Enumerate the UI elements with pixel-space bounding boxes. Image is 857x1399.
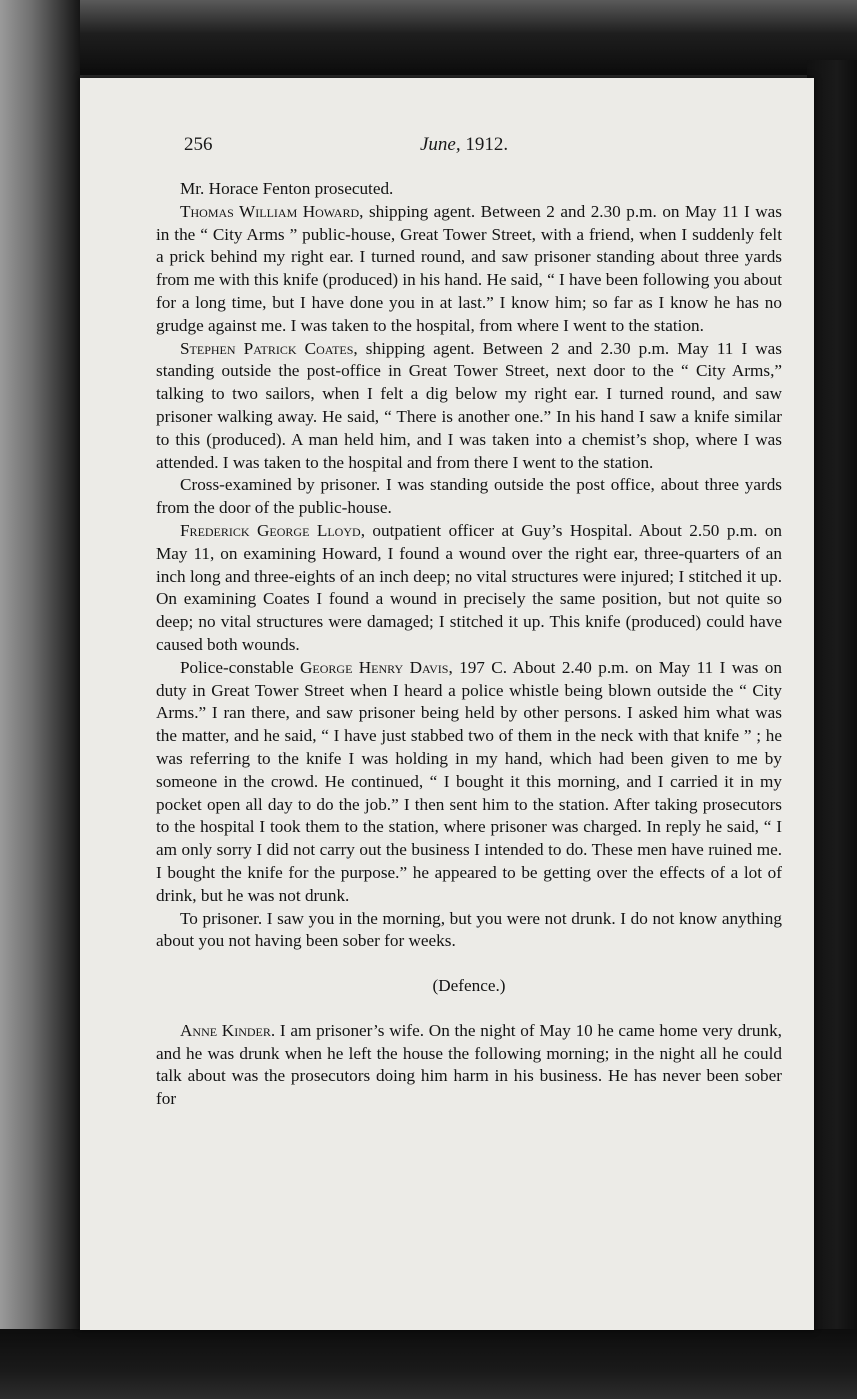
paragraph-lloyd: Frederick George Lloyd, outpatient officer at Guy’s Hospital. About 2.50 p.m. on May 11, on examining Howard, I found a wound over the right ear, three-quarters of an inch long and three-eights of an inch deep; no vital structures were injured; I stitched it up. On examining Coates I found a wound in precisely the same position, but not quite so deep; no vital structures were damaged; I stitched it up. This knife (produced) could have caused both wounds. [156,520,783,654]
body-text [156,178,782,1111]
paragraph-cross-examination: Cross-examined by prisoner. I was standing outside the post office, about three yards from the door of the public-house. [156,475,782,518]
witness-name: Frederick George Lloyd [180,520,361,540]
paragraph-coates: Stephen Patrick Coates, shipping agent. Between 2 and 2.30 p.m. May 11 I was standing outside the post-office in Great Tower Street, next door to the “ City Arms,” talking to two sailors, when I felt a dig below my right ear. I turned round, and saw prisoner walking away. He said, “ There is another one.” In his hand I saw a knife similar to this (produced). A man held him, and I was taken into a chemist’s shop, where I was attended. I was taken to the hospital and from there I went to the station. [156,338,782,472]
page-number: 256 [184,134,213,155]
scan-bottom-border [0,1329,857,1399]
book-page [80,78,814,1330]
paragraph-davis: Police-constable George Henry Davis, 197 C. About 2.40 p.m. on May 11 I was on duty in Great Tower Street when I heard a police whistle being blown outside the “ City Arms.” I ran there, and saw prisoner being held by other persons. I asked him what was the matter, and he said, “ I have just stabbed two of them in the neck with that knife ” ; he was referring to the knife I was holding in my hand, which had been given to me by someone in the crowd. He continued, “ I bought it this morning, and I carried it in my pocket open all day to do the job.” I then sent him to the station. After taking prosecutors to the hospital I took them to the station, where prisoner was charged. In reply he said, “ I am only sorry I did not carry out the business I intended to do. These men have ruined me. I bought the knife for the purpose.” he appeared to be getting over the effects of a lot of drink, but he was not drunk. [156,657,782,905]
header-year: 1912. [465,134,509,155]
paragraph-to-prisoner: To prisoner. I saw you in the morning, but you were not drunk. I do not know anything about you not having been sober for weeks. [156,908,782,951]
witness-name: Stephen Patrick Coates [180,338,354,358]
paragraph-kinder: Anne Kinder. I am prisoner’s wife. On the night of May 10 he came home very drunk, and he was drunk when he left the house the following morning; in the night all he could talk about was the prosecutors doing him harm in his business. He has never been sober for [156,1020,782,1109]
witness-name: George Henry Davis [299,657,449,677]
paragraph-howard: Thomas William Howard, shipping agent. Between 2 and 2.30 p.m. on May 11 I was in the “ City Arms ” public-house, Great Tower Street, with a friend, when I suddenly felt a prick behind my right ear. I turned round, and saw prisoner standing about three yards from me with this knife (produced) in his hand. He said, “ I have been following you about for a long time, but I have done you in at last.” I know him; so far as I know he has no grudge against me. I was taken to the hospital, from where I went to the station. [156,201,782,335]
section-heading-defence: (Defence.) [432,976,506,996]
running-header [184,134,604,164]
paragraph-prosecution: Mr. Horace Fenton prosecuted. [180,179,394,198]
witness-name: Anne Kinder [180,1020,271,1040]
witness-name: Thomas William Howard [180,201,360,221]
header-month: June, [420,134,461,155]
scan-left-border [0,0,80,1399]
running-title [420,134,508,156]
scan-top-border [0,0,857,75]
scan-right-border [807,60,857,1360]
